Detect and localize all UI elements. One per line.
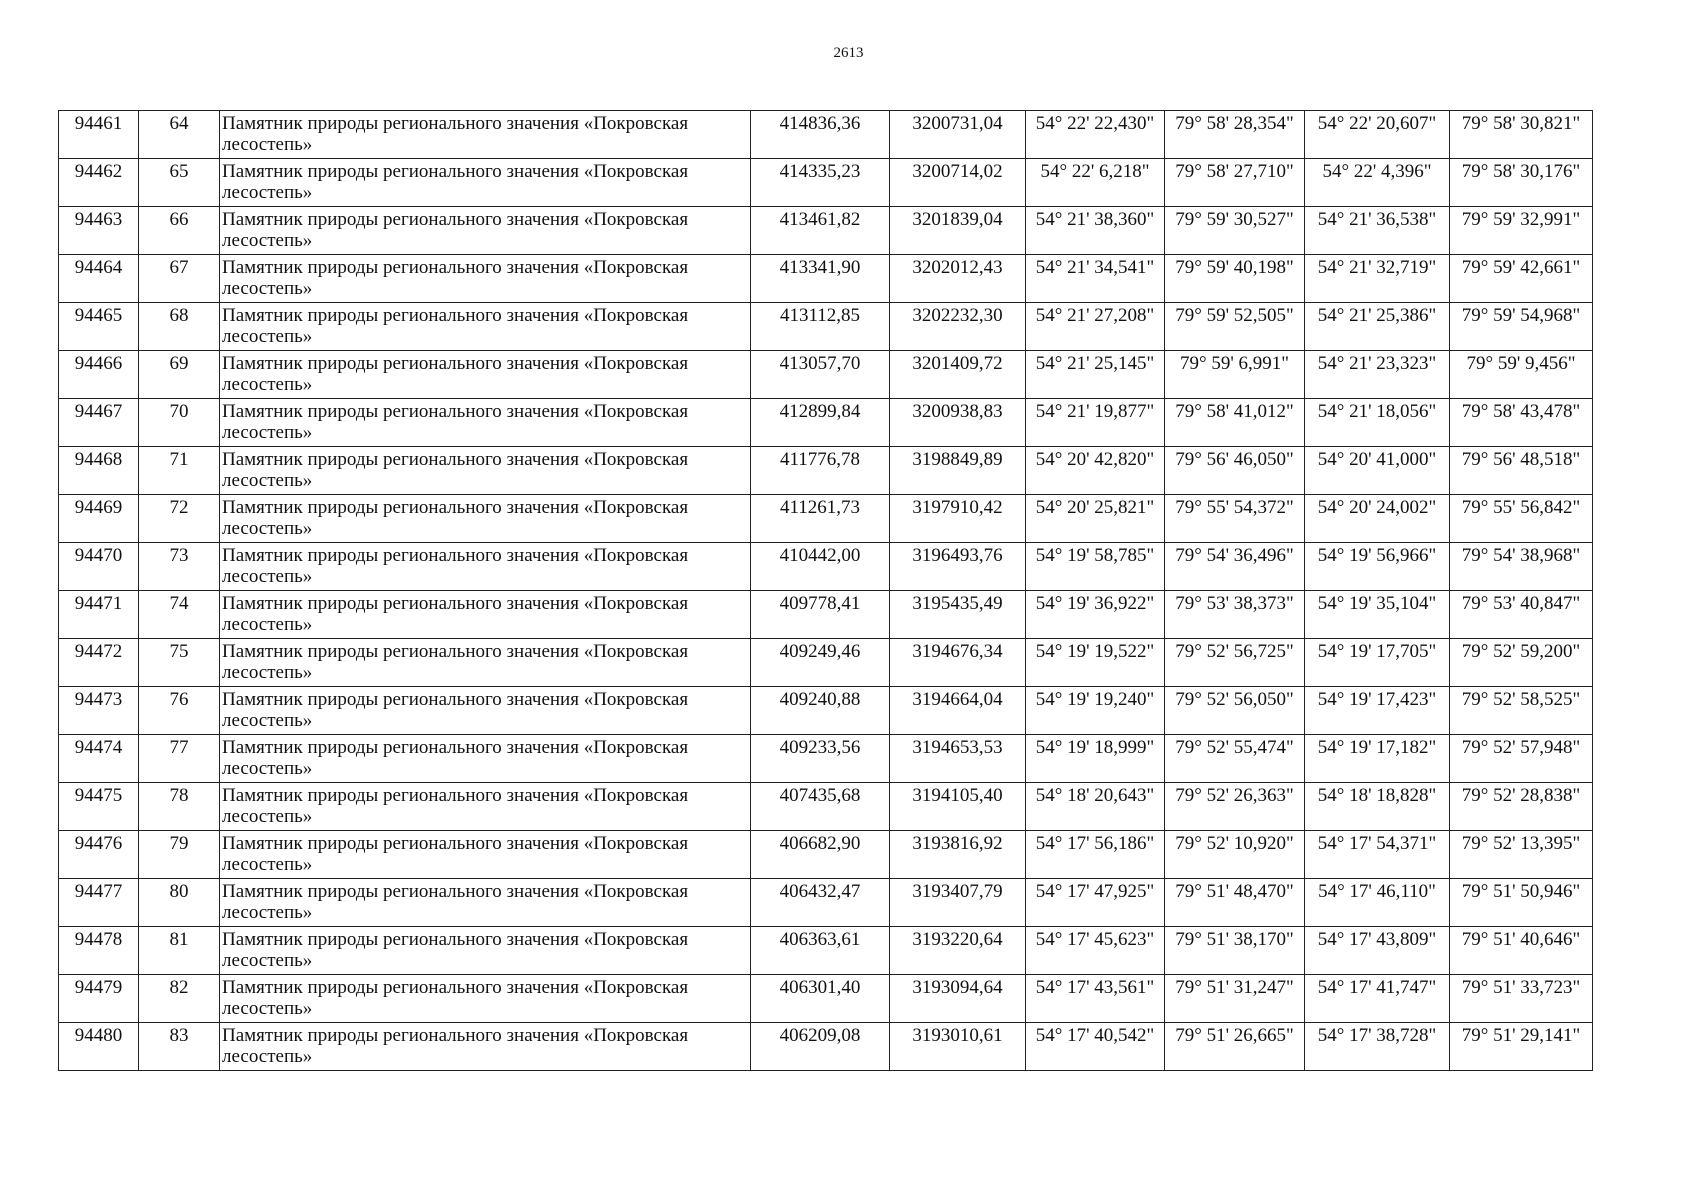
cell-latitude-1: 54° 21' 19,877": [1026, 399, 1165, 447]
cell-latitude-2: 54° 19' 35,104": [1305, 591, 1450, 639]
cell-record-id: 94463: [59, 207, 139, 255]
cell-coord-x: 407435,68: [751, 783, 890, 831]
cell-longitude-2: 79° 52' 57,948": [1450, 735, 1593, 783]
cell-coord-x: 413057,70: [751, 351, 890, 399]
cell-record-id: 94473: [59, 687, 139, 735]
cell-longitude-1: 79° 58' 41,012": [1165, 399, 1305, 447]
cell-latitude-1: 54° 17' 43,561": [1026, 975, 1165, 1023]
cell-point-number: 71: [139, 447, 220, 495]
cell-coord-x: 409240,88: [751, 687, 890, 735]
cell-latitude-2: 54° 17' 41,747": [1305, 975, 1450, 1023]
cell-latitude-1: 54° 17' 56,186": [1026, 831, 1165, 879]
cell-record-id: 94475: [59, 783, 139, 831]
cell-point-number: 80: [139, 879, 220, 927]
cell-latitude-2: 54° 22' 20,607": [1305, 111, 1450, 159]
cell-record-id: 94476: [59, 831, 139, 879]
cell-coord-y: 3201409,72: [890, 351, 1026, 399]
cell-record-id: 94469: [59, 495, 139, 543]
cell-longitude-2: 79° 51' 50,946": [1450, 879, 1593, 927]
page-number: 2613: [833, 45, 864, 61]
cell-longitude-1: 79° 52' 56,725": [1165, 639, 1305, 687]
cell-record-id: 94479: [59, 975, 139, 1023]
cell-latitude-1: 54° 19' 58,785": [1026, 543, 1165, 591]
table-row: [59, 399, 1593, 447]
cell-coord-y: 3194676,34: [890, 639, 1026, 687]
coordinates-table: [58, 110, 1593, 1071]
cell-object-name: Памятник природы регионального значения «Покровская лесостепь»: [220, 879, 751, 927]
cell-latitude-2: 54° 21' 36,538": [1305, 207, 1450, 255]
cell-object-name: Памятник природы регионального значения «Покровская лесостепь»: [220, 207, 751, 255]
cell-point-number: 65: [139, 159, 220, 207]
cell-coord-x: 406432,47: [751, 879, 890, 927]
cell-latitude-1: 54° 19' 19,240": [1026, 687, 1165, 735]
cell-latitude-1: 54° 17' 40,542": [1026, 1023, 1165, 1071]
cell-point-number: 66: [139, 207, 220, 255]
cell-object-name: Памятник природы регионального значения «Покровская лесостепь»: [220, 687, 751, 735]
cell-record-id: 94462: [59, 159, 139, 207]
cell-point-number: 79: [139, 831, 220, 879]
cell-latitude-2: 54° 21' 25,386": [1305, 303, 1450, 351]
cell-object-name: Памятник природы регионального значения «Покровская лесостепь»: [220, 303, 751, 351]
cell-record-id: 94478: [59, 927, 139, 975]
cell-point-number: 67: [139, 255, 220, 303]
cell-latitude-1: 54° 17' 45,623": [1026, 927, 1165, 975]
cell-coord-x: 413341,90: [751, 255, 890, 303]
cell-longitude-2: 79° 59' 9,456": [1450, 351, 1593, 399]
cell-latitude-2: 54° 21' 32,719": [1305, 255, 1450, 303]
cell-longitude-1: 79° 53' 38,373": [1165, 591, 1305, 639]
cell-point-number: 64: [139, 111, 220, 159]
table-row: [59, 687, 1593, 735]
cell-point-number: 69: [139, 351, 220, 399]
cell-object-name: Памятник природы регионального значения «Покровская лесостепь»: [220, 159, 751, 207]
cell-coord-x: 406301,40: [751, 975, 890, 1023]
table-row: [59, 831, 1593, 879]
cell-latitude-2: 54° 20' 41,000": [1305, 447, 1450, 495]
cell-coord-x: 413461,82: [751, 207, 890, 255]
cell-latitude-1: 54° 17' 47,925": [1026, 879, 1165, 927]
cell-latitude-1: 54° 20' 42,820": [1026, 447, 1165, 495]
cell-point-number: 78: [139, 783, 220, 831]
cell-latitude-2: 54° 18' 18,828": [1305, 783, 1450, 831]
cell-longitude-2: 79° 54' 38,968": [1450, 543, 1593, 591]
cell-longitude-2: 79° 58' 43,478": [1450, 399, 1593, 447]
cell-latitude-2: 54° 20' 24,002": [1305, 495, 1450, 543]
cell-coord-x: 410442,00: [751, 543, 890, 591]
cell-latitude-2: 54° 19' 17,705": [1305, 639, 1450, 687]
cell-latitude-1: 54° 19' 19,522": [1026, 639, 1165, 687]
cell-latitude-2: 54° 19' 17,423": [1305, 687, 1450, 735]
cell-coord-x: 406363,61: [751, 927, 890, 975]
table-row: [59, 543, 1593, 591]
cell-record-id: 94468: [59, 447, 139, 495]
cell-point-number: 83: [139, 1023, 220, 1071]
cell-latitude-2: 54° 17' 43,809": [1305, 927, 1450, 975]
table-row: [59, 1023, 1593, 1071]
cell-longitude-1: 79° 51' 48,470": [1165, 879, 1305, 927]
cell-longitude-1: 79° 59' 6,991": [1165, 351, 1305, 399]
cell-latitude-2: 54° 21' 23,323": [1305, 351, 1450, 399]
cell-coord-y: 3200731,04: [890, 111, 1026, 159]
cell-longitude-2: 79° 52' 13,395": [1450, 831, 1593, 879]
cell-coord-x: 406209,08: [751, 1023, 890, 1071]
cell-coord-y: 3193010,61: [890, 1023, 1026, 1071]
cell-point-number: 77: [139, 735, 220, 783]
table-row: [59, 255, 1593, 303]
table-row: [59, 111, 1593, 159]
cell-object-name: Памятник природы регионального значения «Покровская лесостепь»: [220, 639, 751, 687]
cell-longitude-2: 79° 51' 33,723": [1450, 975, 1593, 1023]
cell-point-number: 70: [139, 399, 220, 447]
cell-longitude-1: 79° 59' 52,505": [1165, 303, 1305, 351]
cell-object-name: Памятник природы регионального значения «Покровская лесостепь»: [220, 591, 751, 639]
cell-coord-y: 3194105,40: [890, 783, 1026, 831]
cell-coord-x: 411776,78: [751, 447, 890, 495]
cell-latitude-2: 54° 17' 38,728": [1305, 1023, 1450, 1071]
cell-longitude-2: 79° 56' 48,518": [1450, 447, 1593, 495]
cell-longitude-1: 79° 59' 40,198": [1165, 255, 1305, 303]
cell-coord-y: 3202012,43: [890, 255, 1026, 303]
cell-latitude-1: 54° 20' 25,821": [1026, 495, 1165, 543]
cell-latitude-1: 54° 19' 36,922": [1026, 591, 1165, 639]
cell-object-name: Памятник природы регионального значения «Покровская лесостепь»: [220, 351, 751, 399]
cell-record-id: 94466: [59, 351, 139, 399]
cell-object-name: Памятник природы регионального значения «Покровская лесостепь»: [220, 111, 751, 159]
cell-longitude-2: 79° 53' 40,847": [1450, 591, 1593, 639]
cell-longitude-2: 79° 51' 40,646": [1450, 927, 1593, 975]
cell-coord-y: 3193220,64: [890, 927, 1026, 975]
cell-object-name: Памятник природы регионального значения «Покровская лесостепь»: [220, 399, 751, 447]
cell-record-id: 94461: [59, 111, 139, 159]
table-row: [59, 639, 1593, 687]
cell-longitude-2: 79° 59' 42,661": [1450, 255, 1593, 303]
cell-coord-x: 412899,84: [751, 399, 890, 447]
cell-longitude-2: 79° 58' 30,176": [1450, 159, 1593, 207]
cell-object-name: Памятник природы регионального значения «Покровская лесостепь»: [220, 255, 751, 303]
cell-record-id: 94477: [59, 879, 139, 927]
cell-longitude-1: 79° 58' 27,710": [1165, 159, 1305, 207]
cell-object-name: Памятник природы регионального значения «Покровская лесостепь»: [220, 831, 751, 879]
cell-coord-x: 411261,73: [751, 495, 890, 543]
cell-record-id: 94464: [59, 255, 139, 303]
cell-latitude-2: 54° 19' 56,966": [1305, 543, 1450, 591]
cell-longitude-2: 79° 59' 54,968": [1450, 303, 1593, 351]
cell-longitude-1: 79° 51' 26,665": [1165, 1023, 1305, 1071]
cell-coord-x: 413112,85: [751, 303, 890, 351]
cell-longitude-1: 79° 59' 30,527": [1165, 207, 1305, 255]
cell-latitude-1: 54° 21' 34,541": [1026, 255, 1165, 303]
cell-point-number: 68: [139, 303, 220, 351]
cell-latitude-1: 54° 22' 6,218": [1026, 159, 1165, 207]
cell-object-name: Памятник природы регионального значения «Покровская лесостепь»: [220, 783, 751, 831]
cell-latitude-2: 54° 22' 4,396": [1305, 159, 1450, 207]
cell-coord-x: 409233,56: [751, 735, 890, 783]
cell-coord-y: 3200714,02: [890, 159, 1026, 207]
cell-point-number: 75: [139, 639, 220, 687]
cell-object-name: Памятник природы регионального значения «Покровская лесостепь»: [220, 735, 751, 783]
cell-point-number: 82: [139, 975, 220, 1023]
cell-latitude-2: 54° 17' 46,110": [1305, 879, 1450, 927]
cell-longitude-2: 79° 55' 56,842": [1450, 495, 1593, 543]
cell-coord-y: 3193094,64: [890, 975, 1026, 1023]
cell-longitude-2: 79° 58' 30,821": [1450, 111, 1593, 159]
cell-point-number: 74: [139, 591, 220, 639]
cell-longitude-1: 79° 51' 38,170": [1165, 927, 1305, 975]
table-row: [59, 495, 1593, 543]
table-row: [59, 351, 1593, 399]
cell-longitude-1: 79° 54' 36,496": [1165, 543, 1305, 591]
cell-record-id: 94474: [59, 735, 139, 783]
table-row: [59, 975, 1593, 1023]
cell-latitude-1: 54° 22' 22,430": [1026, 111, 1165, 159]
cell-longitude-1: 79° 52' 55,474": [1165, 735, 1305, 783]
cell-coord-x: 414335,23: [751, 159, 890, 207]
cell-coord-y: 3196493,76: [890, 543, 1026, 591]
cell-record-id: 94472: [59, 639, 139, 687]
table-row: [59, 927, 1593, 975]
cell-longitude-2: 79° 52' 58,525": [1450, 687, 1593, 735]
cell-object-name: Памятник природы регионального значения «Покровская лесостепь»: [220, 927, 751, 975]
cell-longitude-1: 79° 52' 56,050": [1165, 687, 1305, 735]
table-row: [59, 735, 1593, 783]
cell-longitude-1: 79° 52' 10,920": [1165, 831, 1305, 879]
cell-coord-x: 409249,46: [751, 639, 890, 687]
cell-latitude-1: 54° 18' 20,643": [1026, 783, 1165, 831]
cell-object-name: Памятник природы регионального значения «Покровская лесостепь»: [220, 495, 751, 543]
cell-coord-x: 414836,36: [751, 111, 890, 159]
cell-coord-y: 3193407,79: [890, 879, 1026, 927]
cell-object-name: Памятник природы регионального значения «Покровская лесостепь»: [220, 447, 751, 495]
cell-object-name: Памятник природы регионального значения «Покровская лесостепь»: [220, 1023, 751, 1071]
cell-coord-y: 3194664,04: [890, 687, 1026, 735]
cell-latitude-1: 54° 21' 38,360": [1026, 207, 1165, 255]
cell-coord-x: 409778,41: [751, 591, 890, 639]
cell-record-id: 94467: [59, 399, 139, 447]
cell-longitude-1: 79° 56' 46,050": [1165, 447, 1305, 495]
cell-latitude-1: 54° 21' 25,145": [1026, 351, 1165, 399]
cell-latitude-2: 54° 17' 54,371": [1305, 831, 1450, 879]
table-row: [59, 303, 1593, 351]
cell-latitude-2: 54° 21' 18,056": [1305, 399, 1450, 447]
cell-longitude-2: 79° 51' 29,141": [1450, 1023, 1593, 1071]
cell-coord-y: 3194653,53: [890, 735, 1026, 783]
cell-longitude-1: 79° 55' 54,372": [1165, 495, 1305, 543]
cell-longitude-1: 79° 51' 31,247": [1165, 975, 1305, 1023]
cell-record-id: 94471: [59, 591, 139, 639]
cell-point-number: 72: [139, 495, 220, 543]
cell-record-id: 94470: [59, 543, 139, 591]
cell-point-number: 76: [139, 687, 220, 735]
cell-record-id: 94465: [59, 303, 139, 351]
cell-coord-y: 3198849,89: [890, 447, 1026, 495]
cell-object-name: Памятник природы регионального значения «Покровская лесостепь»: [220, 543, 751, 591]
cell-latitude-1: 54° 21' 27,208": [1026, 303, 1165, 351]
cell-longitude-2: 79° 52' 59,200": [1450, 639, 1593, 687]
cell-longitude-2: 79° 52' 28,838": [1450, 783, 1593, 831]
table-row: [59, 207, 1593, 255]
cell-coord-y: 3193816,92: [890, 831, 1026, 879]
cell-point-number: 73: [139, 543, 220, 591]
table-row: [59, 879, 1593, 927]
cell-coord-x: 406682,90: [751, 831, 890, 879]
cell-record-id: 94480: [59, 1023, 139, 1071]
table-row: [59, 783, 1593, 831]
table-row: [59, 591, 1593, 639]
cell-latitude-2: 54° 19' 17,182": [1305, 735, 1450, 783]
cell-coord-y: 3195435,49: [890, 591, 1026, 639]
table-body: [59, 111, 1593, 1071]
cell-coord-y: 3197910,42: [890, 495, 1026, 543]
cell-object-name: Памятник природы регионального значения «Покровская лесостепь»: [220, 975, 751, 1023]
cell-coord-y: 3200938,83: [890, 399, 1026, 447]
cell-longitude-1: 79° 52' 26,363": [1165, 783, 1305, 831]
cell-longitude-2: 79° 59' 32,991": [1450, 207, 1593, 255]
cell-coord-y: 3201839,04: [890, 207, 1026, 255]
table-row: [59, 159, 1593, 207]
cell-coord-y: 3202232,30: [890, 303, 1026, 351]
cell-longitude-1: 79° 58' 28,354": [1165, 111, 1305, 159]
cell-latitude-1: 54° 19' 18,999": [1026, 735, 1165, 783]
cell-point-number: 81: [139, 927, 220, 975]
table-row: [59, 447, 1593, 495]
